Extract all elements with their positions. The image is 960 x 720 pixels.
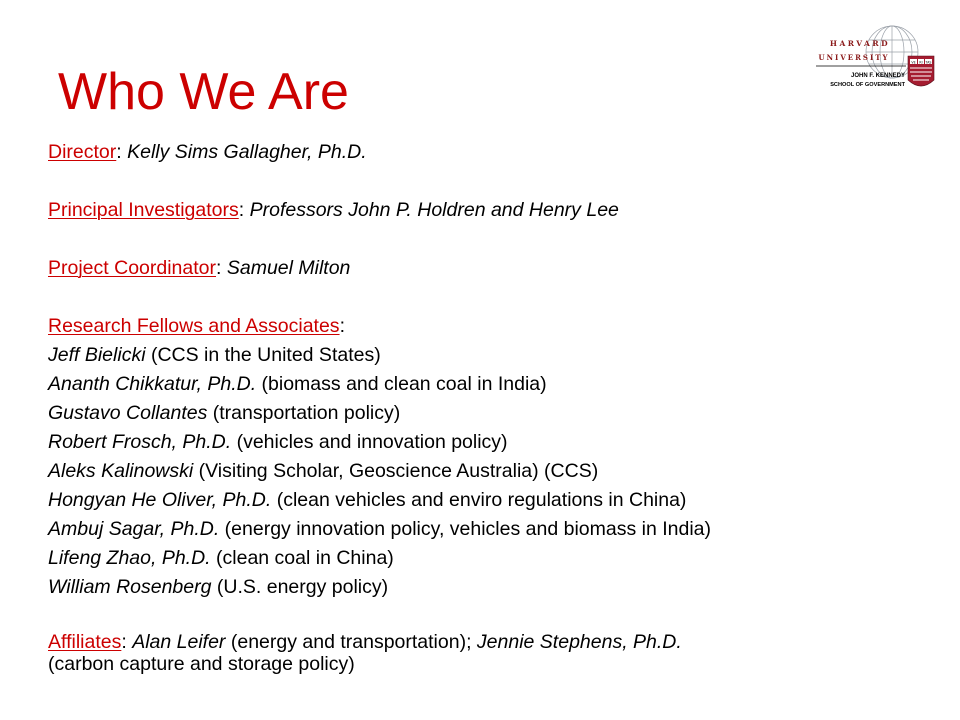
- fellows-heading: Research Fellows and Associates:: [48, 315, 345, 337]
- director-line: Director: Kelly Sims Gallagher, Ph.D.: [48, 141, 367, 163]
- list-item: Ananth Chikkatur, Ph.D. (biomass and clean coal in India): [48, 373, 547, 395]
- logo-line2: UNIVERSITY: [818, 53, 890, 62]
- veritas-shield-icon: [908, 56, 934, 86]
- director-name: Kelly Sims Gallagher, Ph.D.: [127, 141, 367, 163]
- page-title: Who We Are: [58, 63, 349, 121]
- list-item: Lifeng Zhao, Ph.D. (clean coal in China): [48, 547, 394, 569]
- list-item: William Rosenberg (U.S. energy policy): [48, 576, 389, 598]
- principal-line: Principal Investigators: Professors John P. Holdren and Henry Lee: [48, 199, 619, 221]
- affiliates-line-2: (carbon capture and storage policy): [48, 653, 355, 675]
- fellows-label: Research Fellows and Associates: [48, 315, 340, 337]
- principal-names: Professors John P. Holdren and Henry Lee: [249, 199, 619, 221]
- logo-line4: SCHOOL OF GOVERNMENT: [830, 82, 905, 88]
- logo-line1: HARVARD: [829, 39, 891, 48]
- list-item: Gustavo Collantes (transportation policy): [48, 402, 401, 424]
- principal-label: Principal Investigators: [48, 199, 239, 221]
- list-item: Ambuj Sagar, Ph.D. (energy innovation policy, vehicles and biomass in India): [48, 518, 712, 540]
- list-item: Hongyan He Oliver, Ph.D. (clean vehicles and enviro regulations in China): [48, 489, 687, 511]
- team-listing: [48, 138, 948, 675]
- list-item: Jeff Bielicki (CCS in the United States): [48, 344, 381, 366]
- harvard-kennedy-school-logo: [808, 22, 938, 98]
- affiliates-line: Affiliates: Alan Leifer (energy and transportation); Jennie Stephens, Ph.D.: [48, 631, 682, 653]
- coordinator-name: Samuel Milton: [226, 257, 351, 279]
- list-item: Robert Frosch, Ph.D. (vehicles and innovation policy): [48, 431, 508, 453]
- affiliates-label: Affiliates: [48, 631, 122, 653]
- logo-line3: JOHN F. KENNEDY: [850, 73, 905, 79]
- svg-text:TAS: TAS: [925, 60, 932, 65]
- svg-text:VE: VE: [911, 60, 916, 65]
- coordinator-label: Project Coordinator: [48, 257, 216, 279]
- list-item: Aleks Kalinowski (Visiting Scholar, Geoscience Australia) (CCS): [48, 460, 599, 482]
- svg-text:RI: RI: [919, 60, 923, 65]
- coordinator-line: Project Coordinator: Samuel Milton: [48, 257, 351, 279]
- director-label: Director: [48, 141, 117, 163]
